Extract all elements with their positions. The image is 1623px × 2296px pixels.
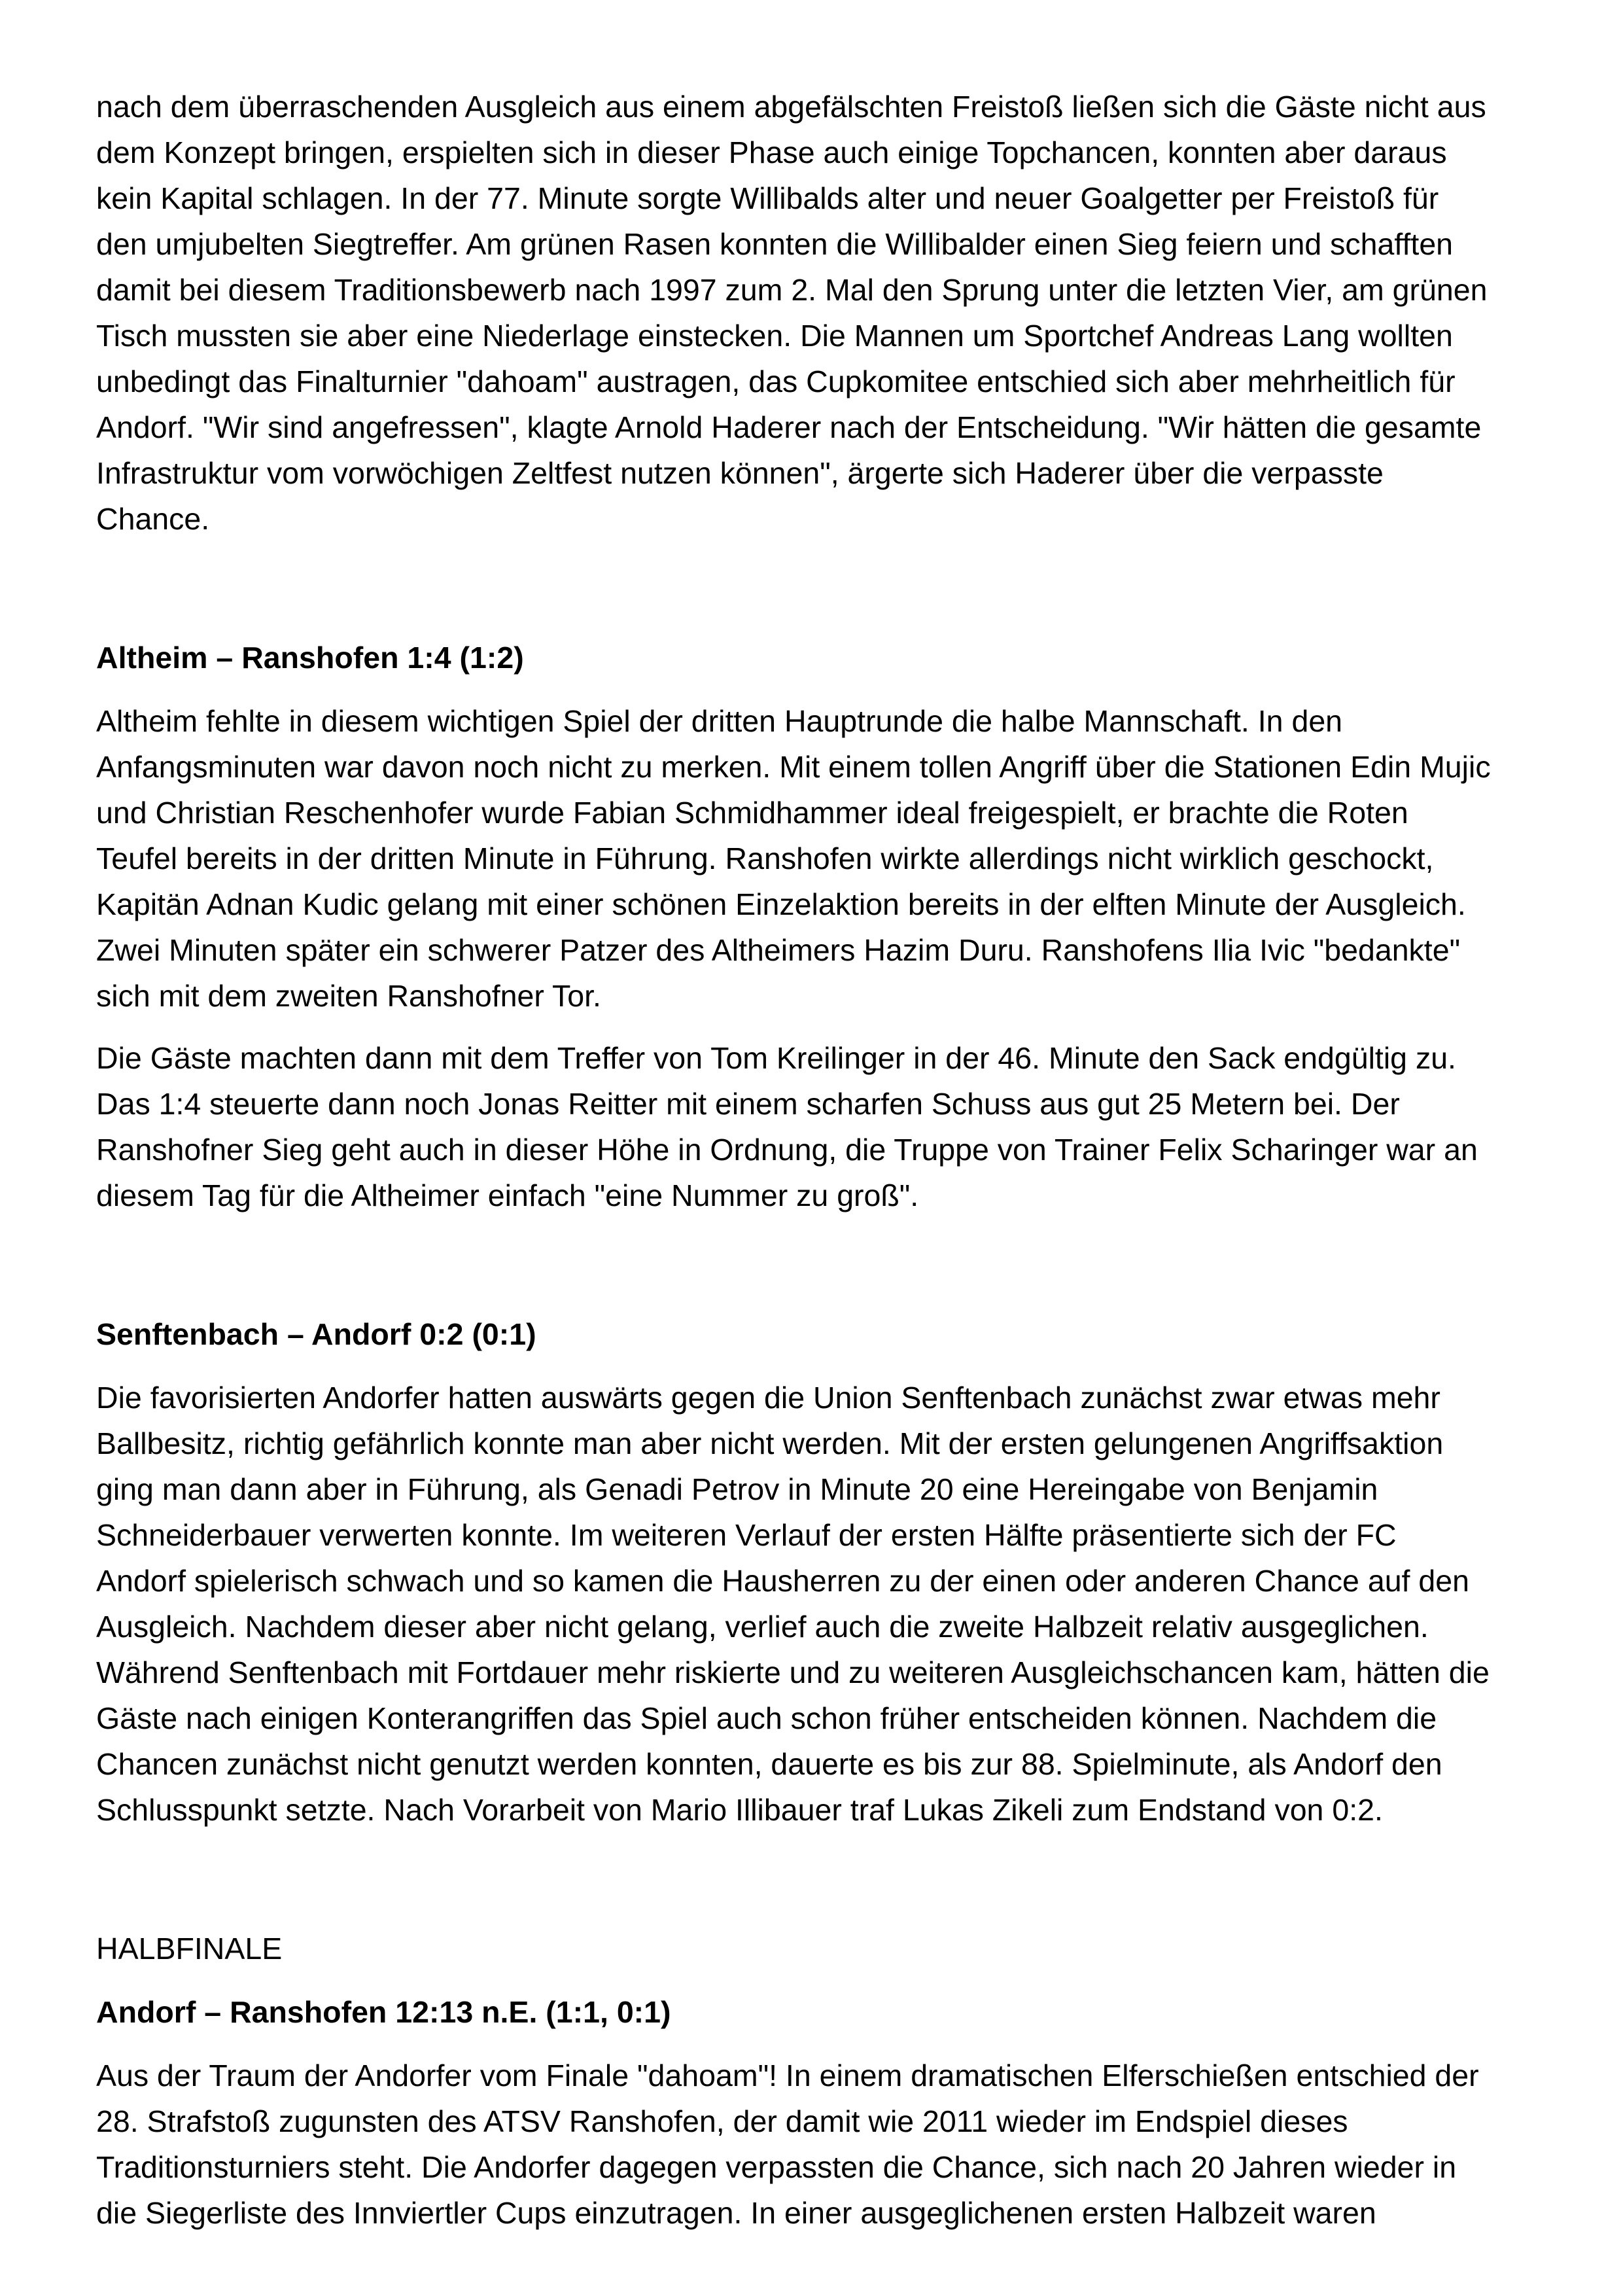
paragraph [96, 1035, 1535, 1218]
text-line: Altheim fehlte in diesem wichtigen Spiel der dritten Hauptrunde die halbe Mannschaft. In den [96, 704, 1343, 738]
text-line: und Christian Reschenhofer wurde Fabian Schmidhammer ideal freigespielt, er brachte die Roten [96, 796, 1408, 830]
article-section-senftenbach-andorf [96, 1311, 1535, 1833]
text-line: Ballbesitz, richtig gefährlich konnte man aber nicht werden. Mit der ersten gelungenen Angriffsaktion [96, 1426, 1444, 1460]
text-line: Aus der Traum der Andorfer vom Finale "dahoam"! In einem dramatischen Elferschießen entschied der [96, 2058, 1479, 2093]
text-line: Schneiderbauer verwerten konnte. Im weiteren Verlauf der ersten Hälfte präsentierte sich der FC [96, 1518, 1397, 1552]
text-line: Anfangsminuten war davon noch nicht zu merken. Mit einem tollen Angriff über die Stationen Edin Mujic [96, 750, 1491, 784]
paragraph [96, 1375, 1535, 1833]
text-line: dem Konzept bringen, erspielten sich in dieser Phase auch einige Topchancen, konnten aber daraus [96, 135, 1447, 169]
text-line: die Siegerliste des Innviertler Cups einzutragen. In einer ausgeglichenen ersten Halbzeit waren [96, 2196, 1376, 2230]
text-line: Teufel bereits in der dritten Minute in Führung. Ranshofen wirkte allerdings nicht wirklich geschockt, [96, 841, 1434, 875]
text-line: Ranshofner Sieg geht auch in dieser Höhe in Ordnung, die Truppe von Trainer Felix Scharinger war an [96, 1133, 1478, 1167]
text-line: Das 1:4 steuerte dann noch Jonas Reitter mit einem scharfen Schuss aus gut 25 Metern bei. Der [96, 1087, 1400, 1121]
text-line: Schlusspunkt setzte. Nach Vorarbeit von Mario Illibauer traf Lukas Zikeli zum Endstand von 0:2. [96, 1793, 1383, 1827]
document-page [96, 84, 1535, 2236]
text-line: diesem Tag für die Altheimer einfach "eine Nummer zu groß". [96, 1178, 919, 1212]
text-line: Andorf. "Wir sind angefressen", klagte Arnold Haderer nach der Entscheidung. "Wir hätten die gesamte [96, 410, 1482, 444]
text-line: Kapitän Adnan Kudic gelang mit einer schönen Einzelaktion bereits in der elften Minute der Ausgleich. [96, 887, 1466, 921]
text-line: Die favorisierten Andorfer hatten auswärts gegen die Union Senftenbach zunächst zwar etwas mehr [96, 1381, 1440, 1415]
text-line: Tisch mussten sie aber eine Niederlage einstecken. Die Mannen um Sportchef Andreas Lang wollten [96, 319, 1453, 353]
text-line: Während Senftenbach mit Fortdauer mehr riskierte und zu weiteren Ausgleichschancen kam, hätten die [96, 1655, 1490, 1689]
text-line: sich mit dem zweiten Ranshofner Tor. [96, 979, 601, 1013]
text-line: Andorf spielerisch schwach und so kamen die Hausherren zu der einen oder anderen Chance auf den [96, 1564, 1469, 1598]
paragraph [96, 2053, 1535, 2236]
match-heading: Senftenbach – Andorf 0:2 (0:1) [96, 1317, 536, 1351]
text-line: Chance. [96, 502, 210, 536]
article-section-altheim-ranshofen [96, 635, 1535, 1218]
text-line: Gäste nach einigen Konterangriffen das Spiel auch schon früher entscheiden können. Nachdem die [96, 1701, 1437, 1735]
match-heading: Altheim – Ranshofen 1:4 (1:2) [96, 641, 524, 675]
match-heading: Andorf – Ranshofen 12:13 n.E. (1:1, 0:1) [96, 1995, 671, 2029]
text-line: Chancen zunächst nicht genutzt werden konnten, dauerte es bis zur 88. Spielminute, als Andorf den [96, 1747, 1442, 1781]
paragraph [96, 698, 1535, 1019]
text-line: Die Gäste machten dann mit dem Treffer von Tom Kreilinger in der 46. Minute den Sack endgültig zu. [96, 1041, 1456, 1075]
article-section-intro [96, 84, 1535, 542]
article-section-halbfinale [96, 1926, 1535, 2236]
text-line: unbedingt das Finalturnier "dahoam" austragen, das Cupkomitee entschied sich aber mehrheitlich für [96, 364, 1456, 398]
text-line: ging man dann aber in Führung, als Genadi Petrov in Minute 20 eine Hereingabe von Benjamin [96, 1472, 1378, 1506]
text-line: nach dem überraschenden Ausgleich aus einem abgefälschten Freistoß ließen sich die Gäste nicht aus [96, 90, 1486, 124]
text-line: kein Kapital schlagen. In der 77. Minute sorgte Willibalds alter und neuer Goalgetter per Freistoß für [96, 181, 1439, 215]
text-line: damit bei diesem Traditionsbewerb nach 1997 zum 2. Mal den Sprung unter die letzten Vier, am grünen [96, 273, 1488, 307]
text-line: Zwei Minuten später ein schwerer Patzer des Altheimers Hazim Duru. Ranshofens Ilia Ivic "bedankte" [96, 933, 1461, 967]
text-line: Infrastruktur vom vorwöchigen Zeltfest nutzen können", ärgerte sich Haderer über die verpasste [96, 456, 1384, 490]
text-line: Traditionsturniers steht. Die Andorfer dagegen verpassten die Chance, sich nach 20 Jahren wieder in [96, 2150, 1457, 2184]
round-label: HALBFINALE [96, 1932, 283, 1966]
paragraph [96, 84, 1535, 542]
text-line: Ausgleich. Nachdem dieser aber nicht gelang, verlief auch die zweite Halbzeit relativ ausgeglichen. [96, 1610, 1429, 1644]
text-line: 28. Strafstoß zugunsten des ATSV Ranshofen, der damit wie 2011 wieder im Endspiel dieses [96, 2104, 1348, 2138]
text-line: den umjubelten Siegtreffer. Am grünen Rasen konnten die Willibalder einen Sieg feiern und schafften [96, 227, 1454, 261]
